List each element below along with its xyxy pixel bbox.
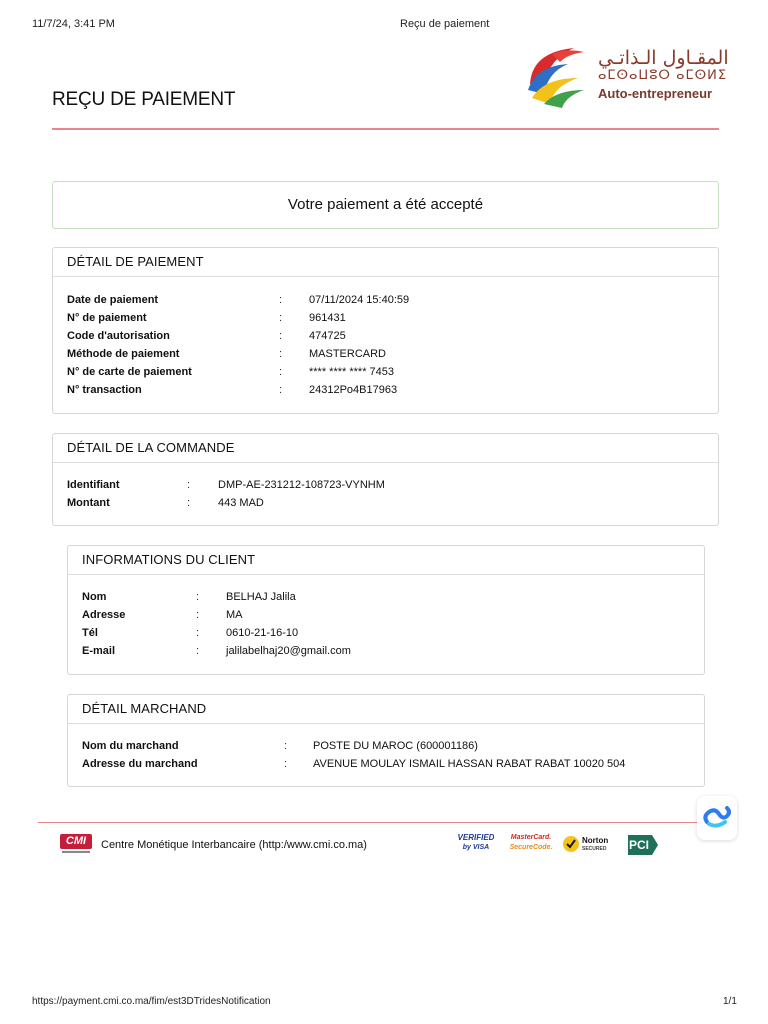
pci-badge: PCI xyxy=(626,833,660,857)
order-detail-header xyxy=(53,434,718,463)
page-title: REÇU DE PAIEMENT xyxy=(52,89,236,110)
logo-french-text: Auto-entrepreneur xyxy=(598,86,713,101)
client-info-card: INFORMATIONS DU CLIENT Nom : BELHAJ Jalila Adresse : MA Tél : 0610-21-16-10 E-mail : jalilabelhaj20@gmail.com xyxy=(67,545,705,675)
norton-secured-badge: Norton SECURED xyxy=(562,833,616,855)
merchant-detail-header xyxy=(68,695,704,724)
merchant-detail-heading: DÉTAIL MARCHAND xyxy=(82,701,207,716)
client-info-heading: INFORMATIONS DU CLIENT xyxy=(82,552,256,567)
footer-divider xyxy=(38,822,698,823)
merchant-detail-card: DÉTAIL MARCHAND Nom du marchand : POSTE DU MAROC (600001186) Adresse du marchand : AVENUE MOULAY ISMAIL HASSAN RABAT RABAT 10020 504 xyxy=(67,694,705,787)
payment-detail-header xyxy=(53,248,718,277)
logo-arabic-text: المقـاول الـذاتـي xyxy=(598,47,729,69)
swoosh-logo-icon xyxy=(522,44,592,110)
mastercard-securecode-badge: MasterCard. SecureCode. xyxy=(509,834,553,851)
payment-detail-heading: DÉTAIL DE PAIEMENT xyxy=(67,254,204,269)
cmi-logo: CMI xyxy=(60,834,92,858)
auto-entrepreneur-logo xyxy=(522,44,729,110)
order-detail-heading: DÉTAIL DE LA COMMANDE xyxy=(67,440,235,455)
checkmark-icon xyxy=(562,835,580,853)
header-divider xyxy=(52,128,719,130)
cmi-footer-text[interactable]: Centre Monétique Interbancaire (http:/www.cmi.co.ma) xyxy=(101,839,367,851)
print-page-number: 1/1 xyxy=(723,996,737,1007)
logo-tifinagh-text: ⴰⵎⵙⴰⵡⵓⵔ ⴰⵎⵙⵍⵉ xyxy=(598,68,728,83)
payment-detail-card: DÉTAIL DE PAIEMENT Date de paiement : 07/11/2024 15:40:59 N° de paiement : 961431 Code d'autorisation : 474725 Méthode de paiement : MASTERCARD N° de carte de paiement : **** **** **** 7453 N° transaction : 24312Po4B17963 xyxy=(52,247,719,414)
print-page-title: Reçu de paiement xyxy=(400,18,490,30)
cloud-loop-icon xyxy=(697,796,737,840)
client-info-header xyxy=(68,546,704,575)
floating-assistant-button[interactable] xyxy=(697,796,737,840)
order-detail-card: DÉTAIL DE LA COMMANDE Identifiant : DMP-AE-231212-108723-VYNHM Montant : 443 MAD xyxy=(52,433,719,526)
payment-accepted-banner xyxy=(52,181,719,229)
verified-by-visa-badge: VERIFIED by VISA xyxy=(457,833,495,851)
print-url: https://payment.cmi.co.ma/fim/est3DTridesNotification xyxy=(32,996,271,1007)
print-datetime: 11/7/24, 3:41 PM xyxy=(32,18,115,30)
accepted-message: Votre paiement a été accepté xyxy=(287,196,484,213)
